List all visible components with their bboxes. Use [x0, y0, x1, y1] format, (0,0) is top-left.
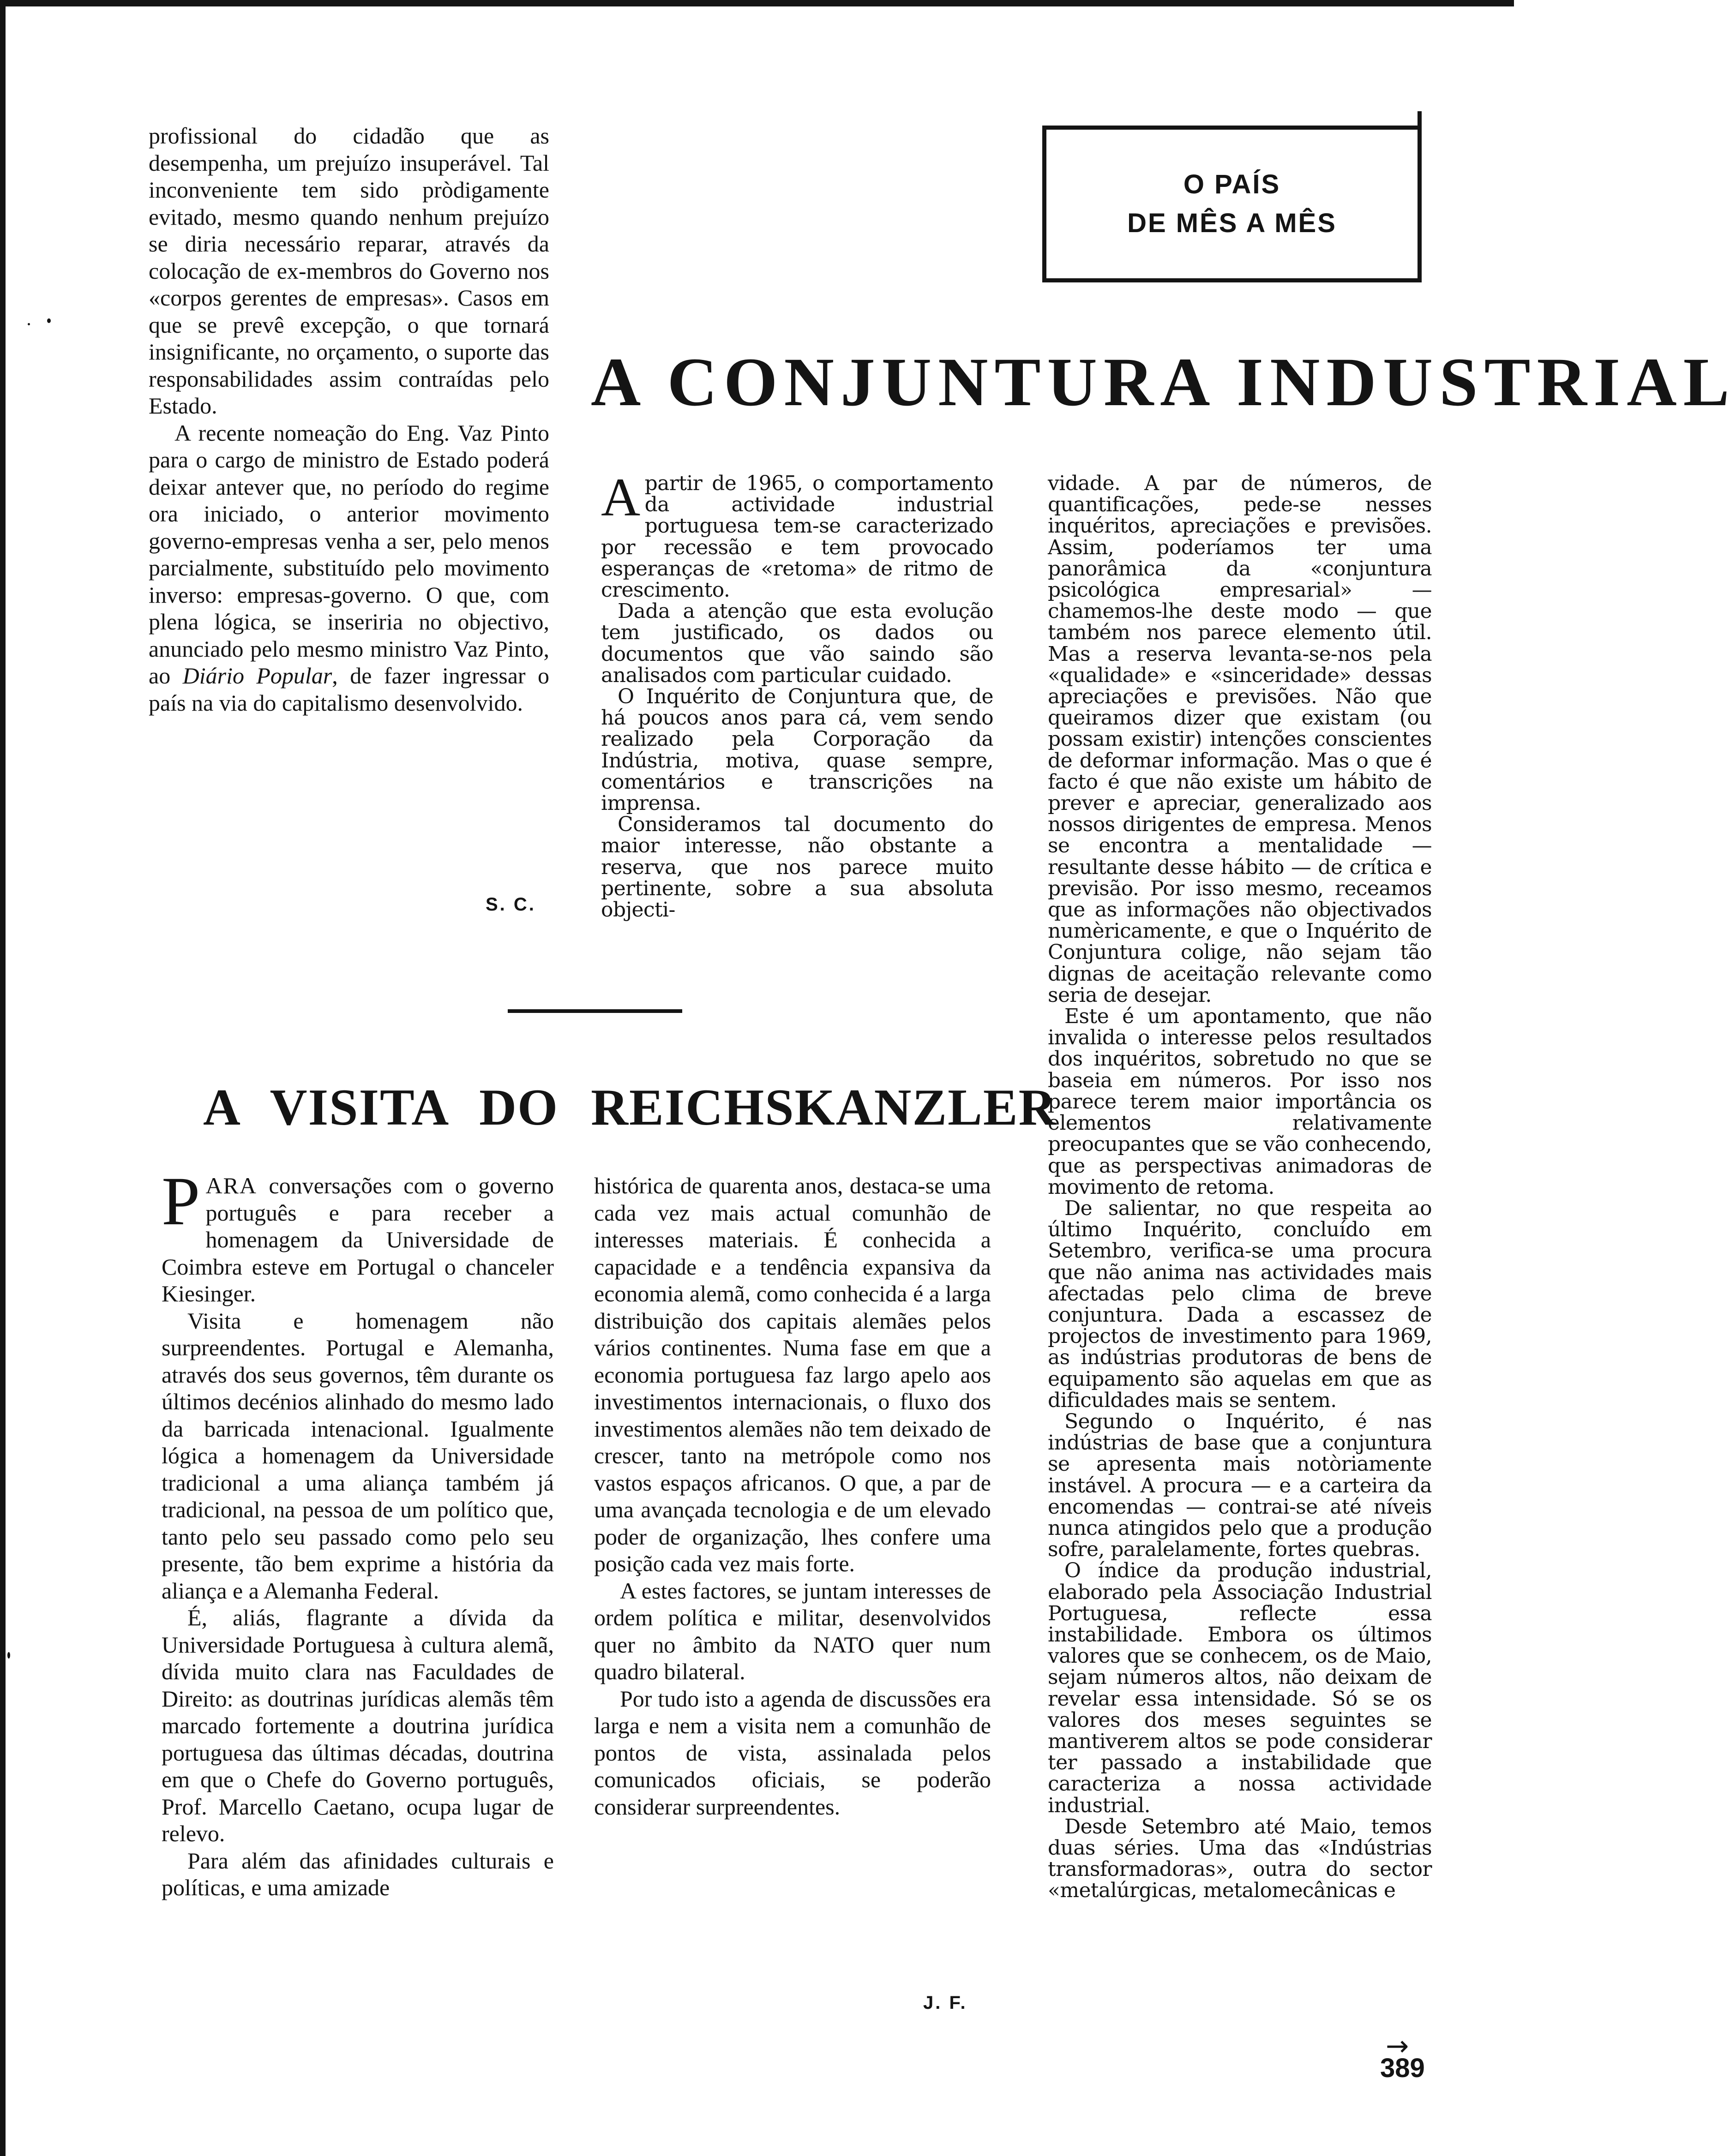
left-article-column — [149, 122, 549, 716]
scan-speck — [47, 318, 51, 323]
headline-visita: A VISITA DO REICHSKANZLER — [203, 1079, 1057, 1136]
conjuntura-column-2 — [1048, 473, 1432, 1902]
conjuntura-text: partir de 1965, o comportamento da actividade industrial portuguesa tem-se caracterizado por recessão e tem provocado esperanças de «retoma» de ritmo de crescimento. — [601, 472, 993, 602]
visita-signature: J. F. — [923, 1993, 967, 2013]
conjuntura-paragraph: O índice da produção industrial, elaborado pela Associação Industrial Portuguesa, reflecte essa instabilidade. Embora os últimos valores que se conhecem, os de Maio, sejam números altos, não deixam de revelar essa intensidade. Só se os valores dos meses seguintes se mantiverem altos se pode considerar ter passado a instabilidade que caracteriza a nossa actividade industrial. — [1048, 1559, 1432, 1817]
section-box — [1042, 126, 1422, 282]
conjuntura-paragraph: Desde Setembro até Maio, temos duas séries. Uma das «Indústrias transformadoras», outra do sector «metalúrgicas, metalomecânicas e — [1048, 1815, 1432, 1903]
conjuntura-paragraph: Dada a atenção que esta evolução tem justificado, os dados ou documentos que vão saindo são analisados com particular cuidado. — [601, 599, 993, 687]
visita-text: conversações com o governo português e para receber a homenagem da Universidade de Coimbra esteve em Portugal o chanceler Kiesinger. — [162, 1173, 554, 1306]
visita-paragraph: histórica de quarenta anos, destaca-se uma cada vez mais actual comunhão de interesses materiais. É conhecida a capacidade e a tendência expansiva da economia alemã, como conhecida é a larga distribuição dos capitais alemães pelos vários continentes. Numa fase em que a economia portuguesa faz largo apelo aos investimentos internacionais, o fluxo dos investimentos alemães não tem deixado de crescer, tanto na metrópole como nos vastos espaços africanos. O que, a par de uma avançada tecnologia e de um elevado poder de organização, lhes confere uma posição cada vez mais forte. — [594, 1173, 991, 1576]
visita-paragraph: Visita e homenagem não surpreendentes. Portugal e Alemanha, através dos seus governos, têm durante os últimos decénios alinhado do mesmo lado da barricada intenacional. Igualmente lógica a homenagem da Universidade tradicional a uma aliança também já tradicional, na pessoa de um político que, tanto pelo seu passado como pelo seu presente, tão bem exprime a história da aliança e a Alemanha Federal. — [162, 1307, 554, 1604]
left-article-paragraph — [149, 419, 549, 717]
scan-speck — [28, 323, 30, 325]
section-divider — [508, 1009, 682, 1013]
conjuntura-paragraph: Este é um apontamento, que não invalida o interesse pelos resultados dos inquéritos, sobretudo no que se baseia em números. Por isso nos parece terem maior importância os elementos relativamente preocupantes que se vão conhecendo, que as perspectivas animadoras de movimento de retoma. — [1048, 1005, 1432, 1199]
conjuntura-column-1 — [601, 467, 993, 922]
conjuntura-paragraph: Consideramos tal documento do maior interesse, não obstante a reserva, que nos parece muito pertinente, sobre a sua absoluta objecti- — [601, 813, 993, 922]
visita-paragraph: Por tudo isto a agenda de discussões era larga e nem a visita nem a comunhão de pontos de vista, assinalada pelos comunicados oficiais, se poderão considerar surpreendentes. — [594, 1685, 991, 1820]
page-border-top — [0, 0, 1514, 6]
left-article-text: A recente nomeação do Eng. Vaz Pinto para o cargo de ministro de Estado poderá deixar antever que, no período do regime ora iniciado, o anterior movimento governo-empresas venha a ser, pelo menos parcialmente, substituído pelo movimento inverso: empresas-governo. O que, com plena lógica, se inseriria no objectivo, anunciado pelo mesmo ministro Vaz Pinto, ao — [149, 419, 549, 689]
visita-paragraph: A estes factores, se juntam interesses de ordem política e militar, desenvolvidos quer no âmbito da NATO quer num quadro bilateral. — [594, 1577, 991, 1684]
scan-speck — [7, 1652, 10, 1659]
left-article-signature: S. C. — [486, 894, 536, 915]
visita-first-word: ARA — [205, 1173, 258, 1198]
visita-paragraph — [162, 1163, 554, 1307]
continue-arrow-icon: → — [1386, 2030, 1409, 2062]
conjuntura-paragraph: O Inquérito de Conjuntura que, de há poucos anos para cá, vem sendo realizado pela Corporação da Indústria, motiva, quase sempre, comentários e transcrições na imprensa. — [601, 685, 993, 815]
visita-column-2 — [594, 1172, 991, 1820]
left-article-text: , de fazer ingressar o país na via do capitalismo desenvolvido. — [149, 663, 549, 716]
conjuntura-paragraph: vidade. A par de números, de quantificações, pede-se nesses inquéritos, apreciações e previsões. Assim, poderíamos ter uma panorâmica da «conjuntura psicológica empresarial» — chamemos-lhe deste modo — que também nos parece elemento útil. Mas a reserva levanta-se-nos pela «qualidade» e «sinceridade» dessas apreciações e previsões. Não que queiramos dizer que existam (ou possam existir) intenções conscientes de deformar informação. Mas o que é facto é que não existe um hábito de prever e apreciar, generalizado aos nossos dirigentes de empresa. Menos se encontra a mentalidade — resultante desse hábito — de crítica e previsão. Por isso mesmo, receamos que as informações não objectivados numèricamente, e que o Inquérito de Conjuntura colige, não sejam tão dignas de aceitação relevante como seria de desejar. — [1048, 472, 1432, 1007]
conjuntura-paragraph — [601, 467, 993, 602]
conjuntura-paragraph: De salientar, no que respeita ao último Inquérito, concluído em Setembro, verifica-se uma procura que não anima nas actividades mais afectadas pelo clima de breve conjuntura. Dada a escassez de projectos de investimento para 1969, as indústrias produtoras de bens de equipamento são aquelas em que as dificuldades mais se sentem. — [1048, 1196, 1432, 1412]
drop-cap-a: A — [601, 467, 640, 527]
drop-cap-p: P — [162, 1163, 200, 1240]
visita-paragraph: É, aliás, flagrante a dívida da Universidade Portuguesa à cultura alemã, dívida muito clara nas Faculdades de Direito: as doutrinas jurídicas alemãs têm marcado fortemente a doutrina jurídica portuguesa das últimas décadas, doutrina em que o Chefe do Governo português, Prof. Marcello Caetano, ocupa lugar de relevo. — [162, 1605, 554, 1846]
section-title-line1: O PAÍS — [1183, 169, 1281, 199]
page-number: 389 — [1380, 2053, 1425, 2083]
visita-paragraph: Para além das afinidades culturais e políticas, e uma amizade — [162, 1847, 554, 1900]
headline-conjuntura: A CONJUNTURA INDUSTRIAL — [591, 344, 1736, 420]
newspaper-name: Diário Popular — [182, 663, 332, 689]
conjuntura-paragraph: Segundo o Inquérito, é nas indústrias de base que a conjuntura se apresenta mais notòriamente instável. A procura — e a carteira da encomendas — contrai-se até níveis nunca atingidos pelo que a produção sofre, paralelamente, fortes quebras. — [1048, 1409, 1432, 1562]
page-border-left — [0, 0, 6, 2156]
left-article-paragraph: profissional do cidadão que as desempenha, um prejuízo insuperável. Tal inconveniente tem sido pròdigamente evitado, mesmo quando nenhum prejuízo se diria necessário reparar, através da colocação de ex-membros do Governo nos «corpos gerentes de empresas». Casos em que se prevê excepção, o que tornará insignificante, no orçamento, o suporte das responsabilidades assim contraídas pelo Estado. — [149, 123, 549, 419]
visita-column-1 — [162, 1163, 554, 1901]
section-title-line2: DE MÊS A MÊS — [1127, 208, 1337, 238]
